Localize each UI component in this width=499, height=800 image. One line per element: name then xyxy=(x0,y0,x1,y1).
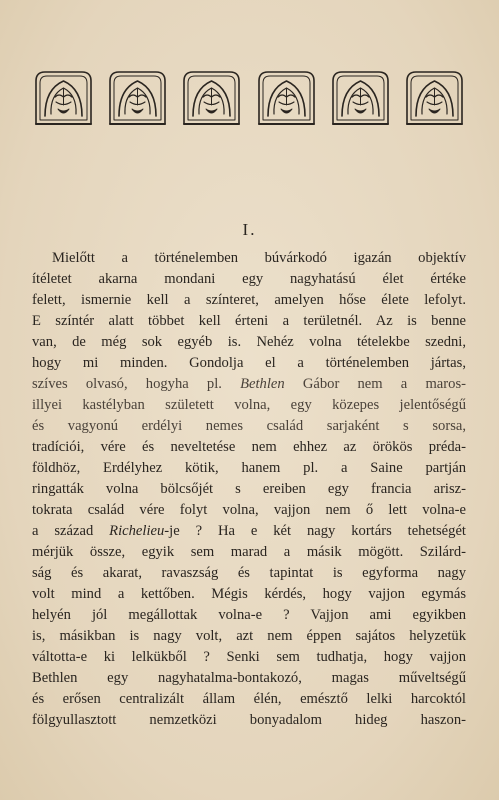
text-segment: és vagyonú erdélyi nemes család sarjaként s sorsa, xyxy=(32,418,466,434)
text-segment: fölgyullasztott nemzetközi bonyadalom hideg haszon- xyxy=(32,712,466,728)
chapter-numeral: I. xyxy=(242,220,257,239)
text-segment: helyén jól megállottak volna-e ? Vajjon ami egyikben xyxy=(32,607,466,623)
text-segment: van, de még sok egyéb is. Nehéz volna tételekbe szedni, xyxy=(32,334,466,350)
stylized-mask-ornament-icon xyxy=(255,67,318,129)
text-segment: és erősen centralizált állam élén, emésztő lelki harcoktól xyxy=(32,691,466,707)
text-segment: szíves olvasó, hogyha pl. xyxy=(32,376,241,392)
text-line xyxy=(32,416,466,437)
text-line xyxy=(32,521,466,542)
text-segment: ítéletet akarna mondani egy nagyhatású élet értéke xyxy=(32,271,466,287)
text-segment: hogy mi minden. Gondolja el a történelemben jártas, xyxy=(32,355,466,371)
text-line xyxy=(32,626,466,647)
text-segment: felett, ismernie kell a színteret, amelyen hőse élete lefolyt. xyxy=(32,292,466,308)
text-segment: -je ? Ha e két nagy kortárs tehetségét xyxy=(164,523,466,539)
text-line xyxy=(32,311,466,332)
text-line xyxy=(32,437,466,458)
stylized-mask-ornament-icon xyxy=(32,67,95,129)
italic-name: Richelieu xyxy=(109,523,165,539)
text-segment: a század xyxy=(32,523,110,539)
body-paragraph xyxy=(32,248,466,731)
text-segment: is, másikban is nagy volt, azt nem éppen sajátos helyzetük xyxy=(32,628,466,644)
ornament-tile-3 xyxy=(180,67,243,129)
text-line xyxy=(32,353,466,374)
text-segment: ringatták volna bölcsőjét s ereiben egy francia arisz- xyxy=(32,481,466,497)
text-line xyxy=(32,689,466,710)
text-segment: Mielőtt a történelemben búvárkodó igazán objektív xyxy=(52,250,466,266)
stylized-mask-ornament-icon xyxy=(329,67,392,129)
text-line xyxy=(32,290,466,311)
text-line xyxy=(32,584,466,605)
ornament-tile-6 xyxy=(403,67,466,129)
text-line xyxy=(32,710,466,731)
text-segment: tradíciói, vére és neveltetése nem ehhez az örökös préda- xyxy=(32,439,466,455)
text-line xyxy=(32,668,466,689)
ornamental-header-band xyxy=(32,67,466,129)
ornament-tile-1 xyxy=(32,67,95,129)
text-line xyxy=(32,269,466,290)
text-segment: földhöz, Erdélyhez kötik, hanem pl. a Saine partján xyxy=(32,460,466,476)
text-line xyxy=(32,500,466,521)
stylized-mask-ornament-icon xyxy=(403,67,466,129)
text-line xyxy=(32,563,466,584)
text-line xyxy=(32,374,466,395)
text-segment: váltotta-e ki lelkükből ? Senki sem tudhatja, hogy vajjon xyxy=(32,649,466,665)
text-segment: Bethlen egy nagyhatalma-bontakozó, magas műveltségű xyxy=(32,670,466,686)
italic-name: Bethlen xyxy=(240,376,285,392)
text-segment: E színtér alatt többet kell érteni a területnél. Az is benne xyxy=(32,313,466,329)
text-line xyxy=(32,332,466,353)
text-segment: ság és akarat, ravaszság és tapintat is egyforma nagy xyxy=(32,565,466,581)
ornament-tile-4 xyxy=(255,67,318,129)
text-segment: illyei kastélyban született volna, egy közepes jelentőségű xyxy=(32,397,466,413)
text-line xyxy=(32,542,466,563)
text-segment: volt mind a kettőben. Mégis kérdés, hogy vajjon egymás xyxy=(32,586,466,602)
ornament-tile-5 xyxy=(329,67,392,129)
text-line xyxy=(32,458,466,479)
text-segment: mérjük össze, egyik sem marad a másik mögött. Szilárd- xyxy=(32,544,466,560)
text-line xyxy=(32,248,466,269)
text-line xyxy=(32,647,466,668)
ornament-tile-2 xyxy=(106,67,169,129)
text-segment: tokrata család vére folyt volna, vajjon nem ő lett volna-e xyxy=(32,502,466,518)
stylized-mask-ornament-icon xyxy=(180,67,243,129)
stylized-mask-ornament-icon xyxy=(106,67,169,129)
text-segment: Gábor nem a maros- xyxy=(284,376,466,392)
text-line xyxy=(32,479,466,500)
text-line xyxy=(32,395,466,416)
text-line xyxy=(32,605,466,626)
